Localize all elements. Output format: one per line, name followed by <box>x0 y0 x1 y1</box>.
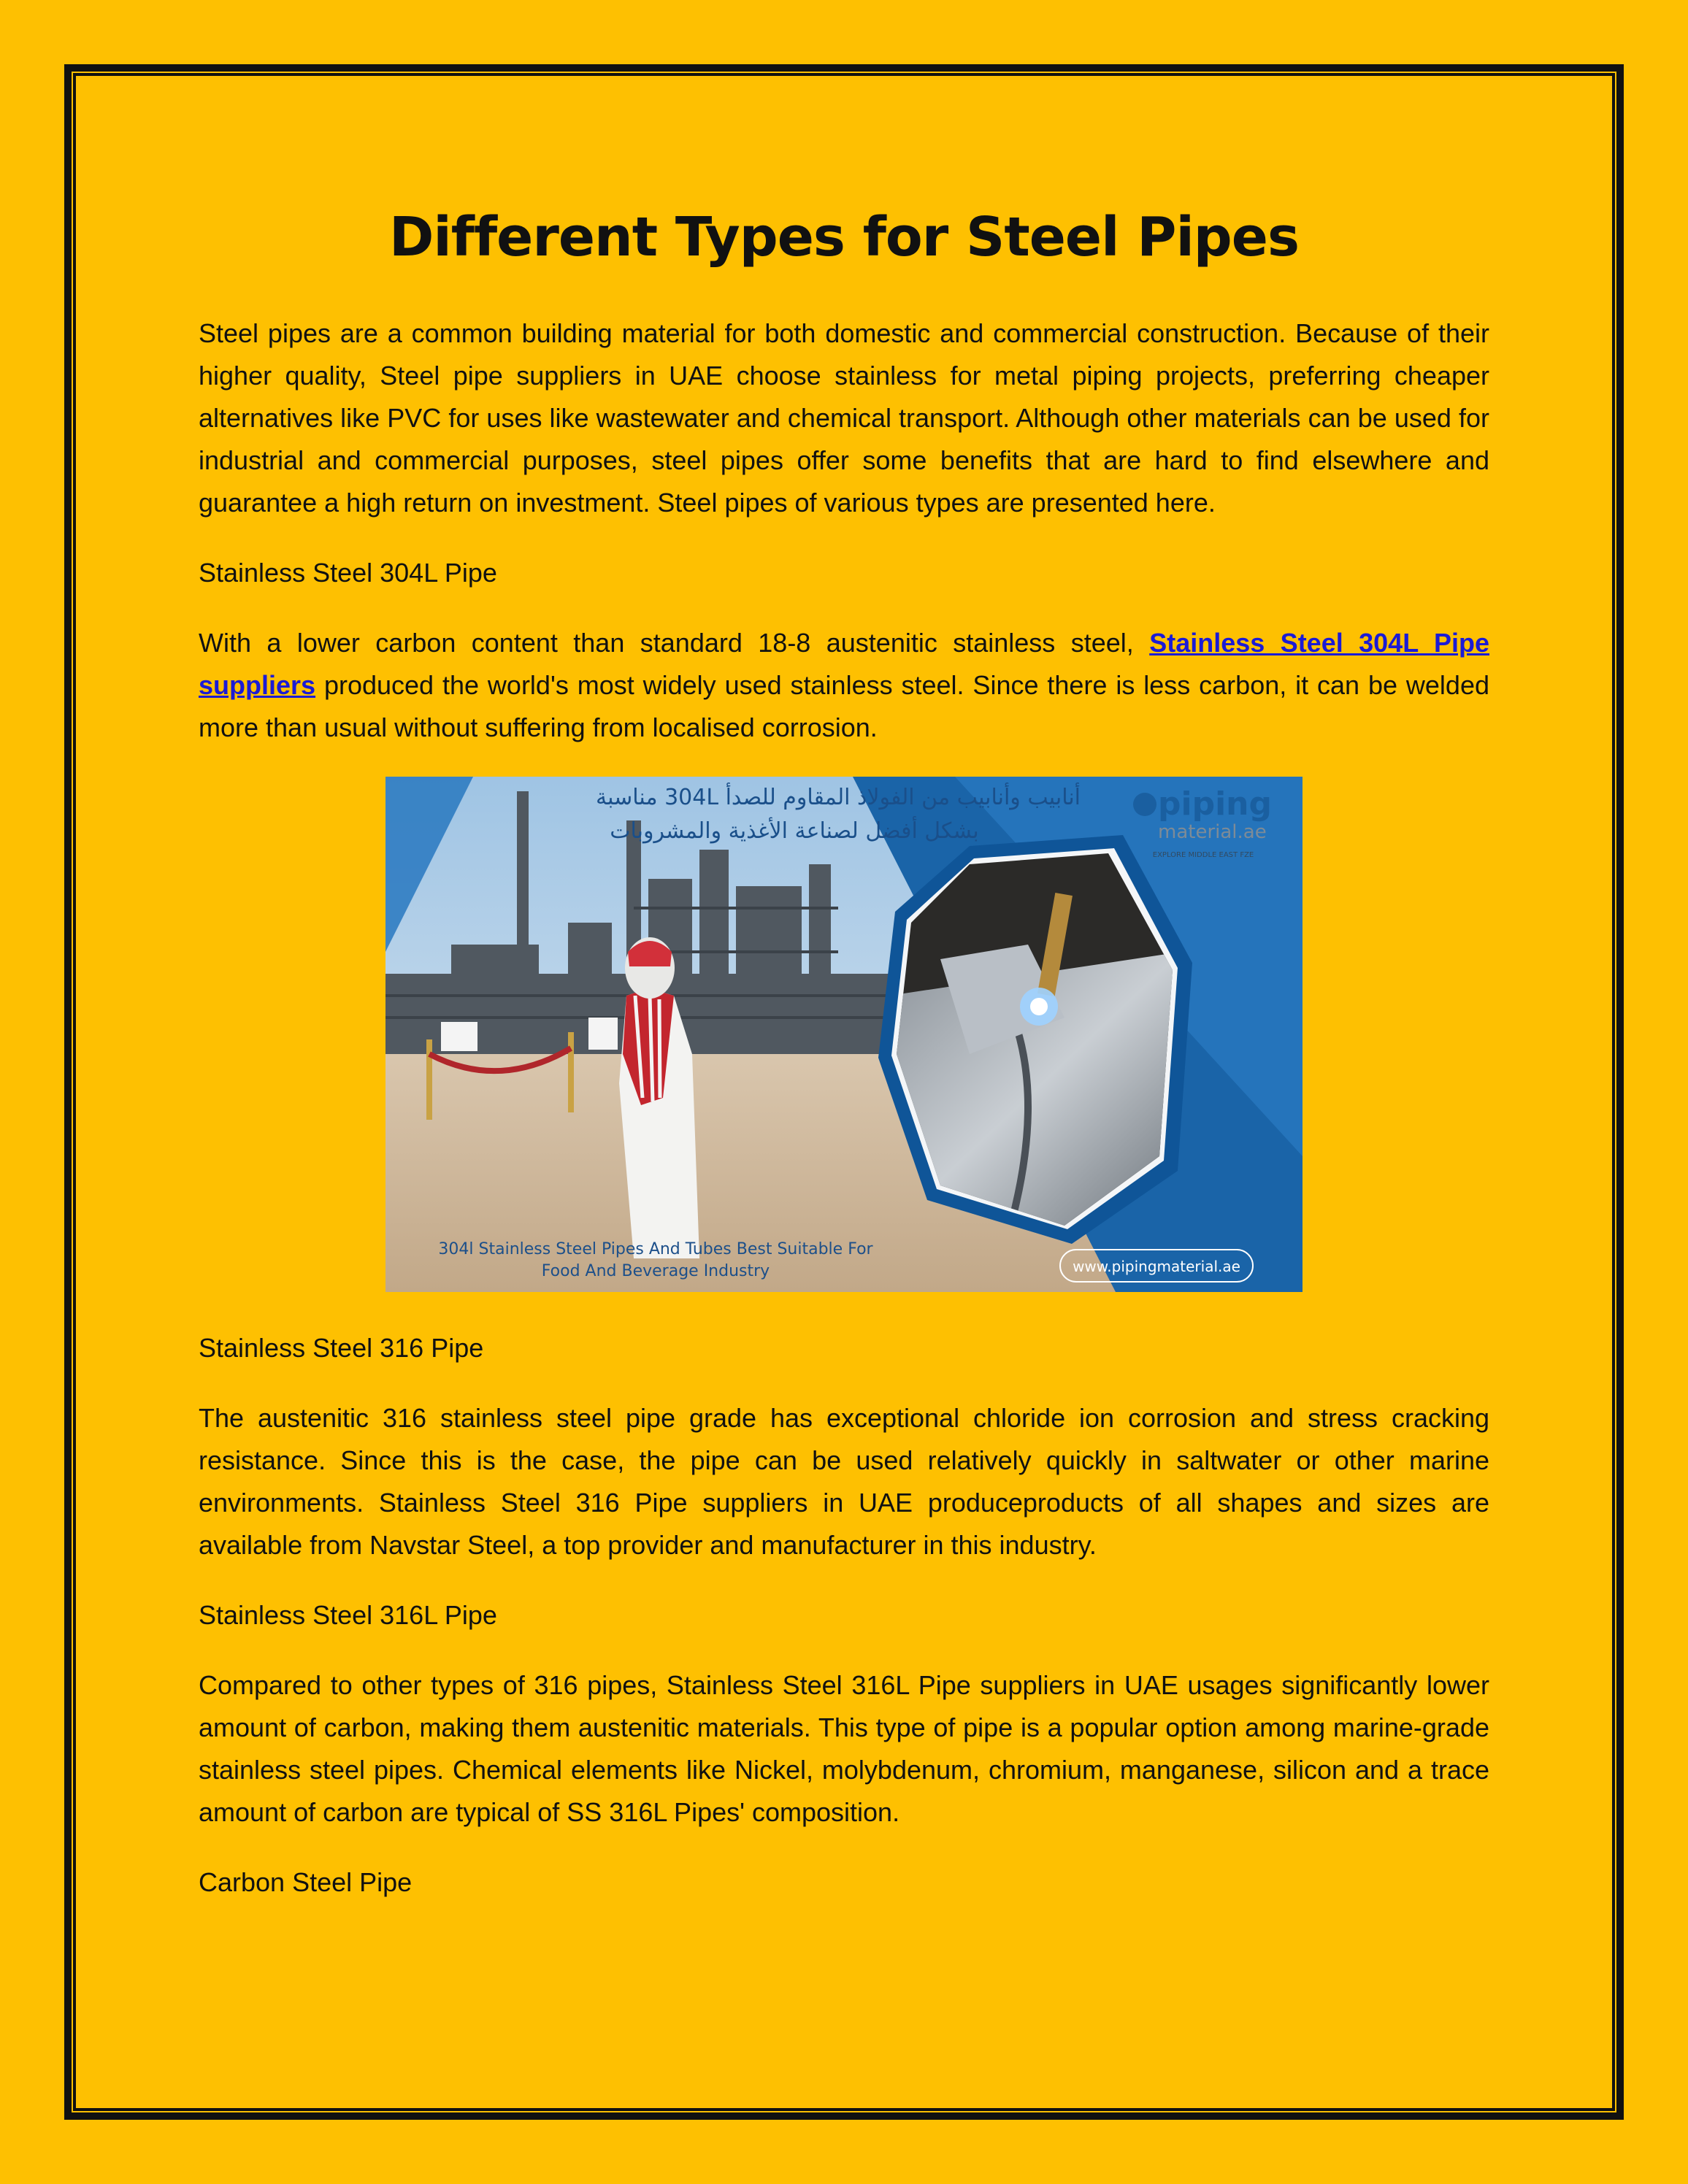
arabic-title-line1: أنابيب وأنابيب من الفولاذ المقاوم للصدأ 304L مناسبة <box>595 785 1081 810</box>
logo-subtext: material.ae <box>1158 821 1267 843</box>
page-title: Different Types for Steel Pipes <box>388 206 1300 269</box>
section-body-304l-text-2: produced the world's most widely used stainless steel. Since there is less carbon, it can be welded more than usual without suffering from localised corrosion. <box>199 670 1489 742</box>
document-body <box>199 197 1489 1931</box>
url-text: www.pipingmaterial.ae <box>1073 1258 1240 1275</box>
section-heading-304l: Stainless Steel 304L Pipe <box>199 558 497 588</box>
logo-icon <box>1133 793 1156 816</box>
caption-line1: 304l Stainless Steel Pipes And Tubes Best Suitable For <box>438 1240 873 1258</box>
section-body-304l-text-1: With a lower carbon content than standard 18-8 austenitic stainless steel, <box>199 628 1150 658</box>
stainless-304l-suppliers-link[interactable]: Stainless Steel 304L Pipe suppliers <box>199 628 1489 700</box>
intro-paragraph: Steel pipes are a common building material for both domestic and commercial construction. Because of their higher quality, Steel pipe suppliers in UAE choose stainless for metal piping projects, preferring cheaper alternatives like PVC for uses like wastewater and chemical transport. Although other materials can be used for industrial and commercial purposes, steel pipes offer some benefits that are hard to find elsewhere and guarantee a high return on investment. Steel pipes of various types are presented here. <box>199 318 1489 518</box>
logo-text: piping <box>1158 785 1272 823</box>
section-body-316l: Compared to other types of 316 pipes, Stainless Steel 316L Pipe suppliers in UAE usages significantly lower amount of carbon, making them austenitic materials. This type of pipe is a popular option among marine-grade stainless steel pipes. Chemical elements like Nickel, molybdenum, chromium, manganese, silicon and a trace amount of carbon are typical of SS 316L Pipes' composition. <box>199 1670 1489 1827</box>
section-heading-316: Stainless Steel 316 Pipe <box>199 1333 484 1363</box>
section-body-304l <box>199 622 1489 749</box>
section-heading-carbon: Carbon Steel Pipe <box>199 1867 413 1897</box>
arabic-title-line2: بشكل أفضل لصناعة الأغذية والمشروبات <box>610 818 979 844</box>
caption-line2: Food And Beverage Industry <box>541 1262 770 1280</box>
pipe-promo-image <box>385 777 1303 1292</box>
section-heading-316l: Stainless Steel 316L Pipe <box>199 1600 497 1630</box>
section-body-316: The austenitic 316 stainless steel pipe grade has exceptional chloride ion corrosion and stress cracking resistance. Since this is the case, the pipe can be used relatively quickly in saltwater or other marine environments. Stainless Steel 316 Pipe suppliers in UAE produceproducts of all shapes and sizes are available from Navstar Steel, a top provider and manufacturer in this industry. <box>199 1403 1489 1560</box>
logo-tagline: EXPLORE MIDDLE EAST FZE <box>1152 851 1254 859</box>
